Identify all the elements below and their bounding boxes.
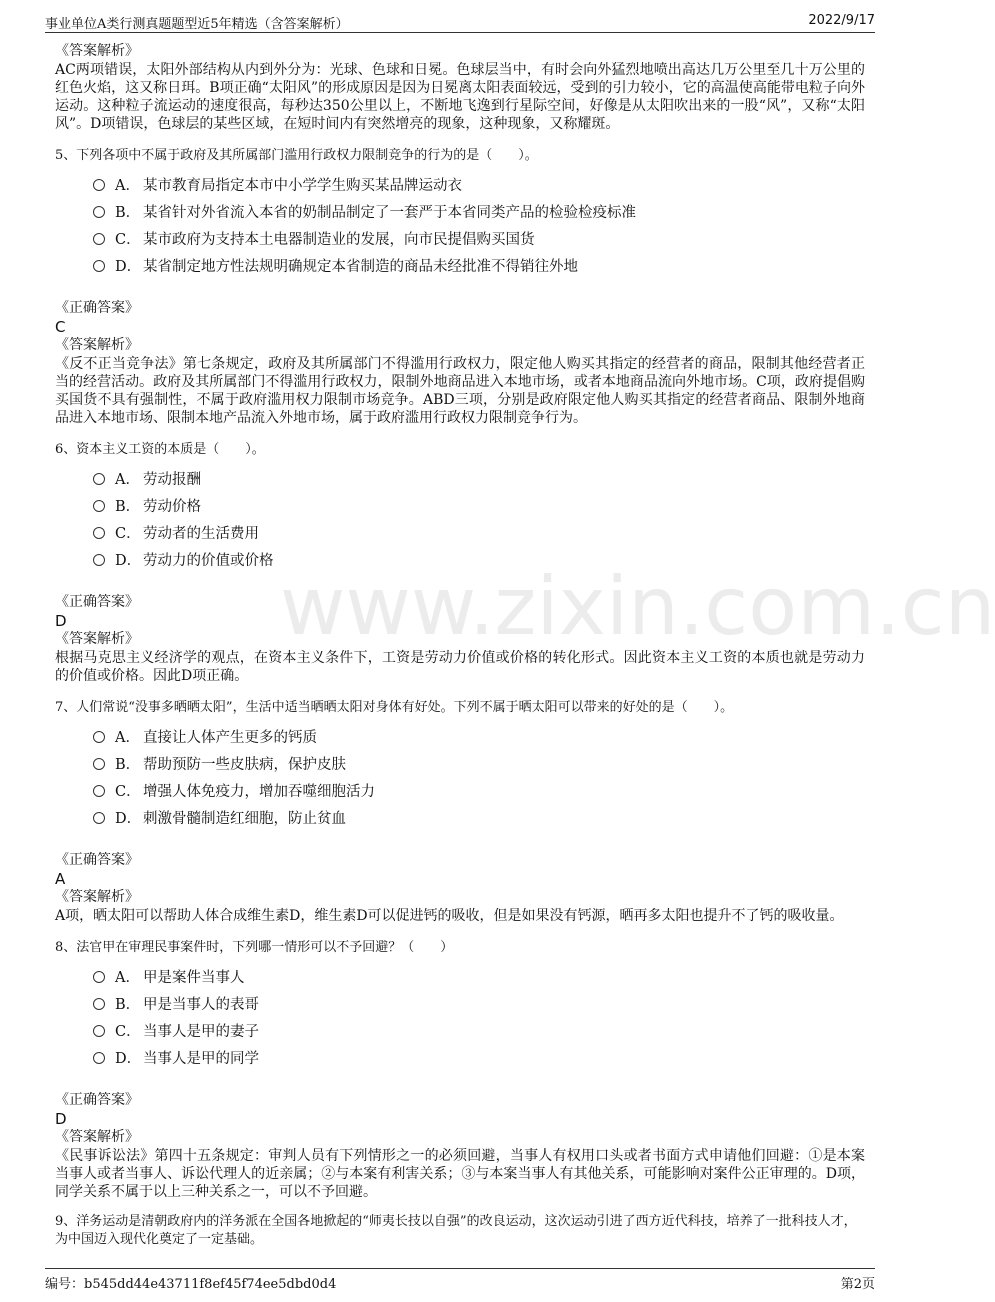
analysis-text: AC两项错误，太阳外部结构从内到外分为：光球、色球和日冕。色球层当中，有时会向外猛烈地喷出高达几万公里至几十万公里的红色火焰，这又称日珥。B项正确“太阳风”的形成原因是因为日冕离太阳表面较远，受到的引力较小，它的高温使高能带电粒子向外运动。这种粒子流运动的速度很高，每秒达350公里以上，不断地飞逸到行星际空间，好像是从太阳吹出来的一股“风”，又称“太阳风”。D项错误，色球层的某些区域，在短时间内有突然增亮的现象，这种现象，又称耀斑。 <box>55 62 865 132</box>
option-item[interactable] <box>93 750 865 777</box>
option-text: 劳动力的价值或价格 <box>143 553 274 569</box>
option-item[interactable] <box>93 252 865 279</box>
question-block <box>55 441 865 685</box>
question-list <box>55 147 865 1201</box>
radio-icon[interactable] <box>93 473 105 485</box>
option-item[interactable] <box>93 198 865 225</box>
analysis-label: 《答案解析》 <box>55 889 139 905</box>
option-item[interactable] <box>93 171 865 198</box>
radio-icon[interactable] <box>93 206 105 218</box>
option-letter: A． <box>115 472 140 488</box>
option-item[interactable] <box>93 963 865 990</box>
option-item[interactable] <box>93 492 865 519</box>
option-text: 当事人是甲的妻子 <box>143 1024 259 1040</box>
document-title: 事业单位A类行测真题题型近5年精选（含答案解析） <box>45 17 349 32</box>
option-item[interactable] <box>93 990 865 1017</box>
radio-icon[interactable] <box>93 731 105 743</box>
analysis-text: 根据马克思主义经济学的观点，在资本主义条件下，工资是劳动力价值或价格的转化形式。因此资本主义工资的本质也就是劳动力的价值或价格。因此D项正确。 <box>55 650 865 684</box>
option-item[interactable] <box>93 546 865 573</box>
option-text: 帮助预防一些皮肤病，保护皮肤 <box>143 757 346 773</box>
option-text: 某省针对外省流入本省的奶制品制定了一套严于本省同类产品的检验检疫标准 <box>143 205 636 221</box>
question-stem: 8、法官甲在审理民事案件时，下列哪一情形可以不予回避？（ ） <box>55 940 454 955</box>
radio-icon[interactable] <box>93 758 105 770</box>
option-letter: C． <box>115 526 141 542</box>
option-list <box>93 723 865 831</box>
option-text: 甲是案件当事人 <box>143 970 245 986</box>
option-list <box>93 963 865 1071</box>
option-text: 某省制定地方性法规明确规定本省制造的商品未经批准不得销往外地 <box>143 259 578 275</box>
question-stem: 7、人们常说“没事多晒晒太阳”，生活中适当晒晒太阳对身体有好处。下列不属于晒太阳可以带来的好处的是（ ）。 <box>55 700 734 715</box>
option-letter: D． <box>115 553 142 569</box>
radio-icon[interactable] <box>93 260 105 272</box>
analysis-label: 《答案解析》 <box>55 43 139 59</box>
radio-icon[interactable] <box>93 1025 105 1037</box>
document-date: 2022/9/17 <box>808 13 875 28</box>
option-text: 刺激骨髓制造红细胞，防止贫血 <box>143 811 346 827</box>
analysis-text: A项，晒太阳可以帮助人体合成维生素D，维生素D可以促进钙的吸收，但是如果没有钙源，晒再多太阳也提升不了钙的吸收量。 <box>55 908 844 924</box>
option-text: 增强人体免疫力，增加吞噬细胞活力 <box>143 784 375 800</box>
analysis-label: 《答案解析》 <box>55 337 139 353</box>
question-stem: 6、资本主义工资的本质是（ ）。 <box>55 442 265 457</box>
radio-icon[interactable] <box>93 812 105 824</box>
option-text: 当事人是甲的同学 <box>143 1051 259 1067</box>
radio-icon[interactable] <box>93 785 105 797</box>
page-number: 第2页 <box>840 1277 875 1292</box>
option-item[interactable] <box>93 1044 865 1071</box>
option-text: 甲是当事人的表哥 <box>143 997 259 1013</box>
question-block <box>55 147 865 427</box>
option-item[interactable] <box>93 723 865 750</box>
option-letter: D． <box>115 811 142 827</box>
analysis-label: 《答案解析》 <box>55 631 139 647</box>
document-code: 编号：b545dd44e43711f8ef45f74ee5dbd0d4 <box>45 1277 337 1292</box>
correct-answer-value: D <box>55 1110 67 1128</box>
option-letter: A． <box>115 178 140 194</box>
option-item[interactable] <box>93 465 865 492</box>
option-letter: B． <box>115 205 141 221</box>
option-letter: C． <box>115 232 141 248</box>
radio-icon[interactable] <box>93 179 105 191</box>
option-item[interactable] <box>93 225 865 252</box>
option-item[interactable] <box>93 1017 865 1044</box>
option-text: 某市教育局指定本市中小学学生购买某品牌运动衣 <box>143 178 462 194</box>
main-content <box>55 42 865 1249</box>
analysis-text: 《反不正当竞争法》第七条规定，政府及其所属部门不得滥用行政权力，限定他人购买其指定的经营者的商品，限制其他经营者正当的经营活动。政府及其所属部门不得滥用行政权力，限制外地商品进入本地市场，或者本地商品流向外地市场。C项，政府提倡购买国货不具有强制性，不属于政府滥用权力限制市场竞争。ABD三项，分别是政府限定他人购买其指定的经营者商品、限制外地商品进入本地市场、限制本地产品流入外地市场，属于政府滥用行政权力限制竞争行为。 <box>55 356 865 426</box>
correct-answer-label: 《正确答案》 <box>55 852 139 868</box>
radio-icon[interactable] <box>93 998 105 1010</box>
option-text: 劳动价格 <box>143 499 201 515</box>
correct-answer-label: 《正确答案》 <box>55 1092 139 1108</box>
radio-icon[interactable] <box>93 500 105 512</box>
option-item[interactable] <box>93 519 865 546</box>
page-footer <box>45 1268 875 1293</box>
correct-answer-label: 《正确答案》 <box>55 594 139 610</box>
option-text: 直接让人体产生更多的钙质 <box>143 730 317 746</box>
option-text: 某市政府为支持本土电器制造业的发展，向市民提倡购买国货 <box>143 232 535 248</box>
correct-answer-value: D <box>55 612 67 630</box>
option-item[interactable] <box>93 804 865 831</box>
option-letter: D． <box>115 1051 142 1067</box>
option-letter: B． <box>115 997 141 1013</box>
question-block <box>55 939 865 1201</box>
option-letter: B． <box>115 757 141 773</box>
option-letter: B． <box>115 499 141 515</box>
option-letter: A． <box>115 730 140 746</box>
option-letter: C． <box>115 784 141 800</box>
question-block <box>55 699 865 925</box>
option-item[interactable] <box>93 777 865 804</box>
page-header <box>45 10 875 33</box>
radio-icon[interactable] <box>93 971 105 983</box>
radio-icon[interactable] <box>93 233 105 245</box>
analysis-label: 《答案解析》 <box>55 1129 139 1145</box>
option-letter: D． <box>115 259 142 275</box>
option-text: 劳动报酬 <box>143 472 201 488</box>
analysis-text: 《民事诉讼法》第四十五条规定：审判人员有下列情形之一的必须回避，当事人有权用口头或者书面方式申请他们回避：①是本案当事人或者当事人、诉讼代理人的近亲属；②与本案有利害关系；③与本案当事人有其他关系，可能影响对案件公正审理的。D项，同学关系不属于以上三种关系之一，可以不予回避。 <box>55 1148 865 1200</box>
radio-icon[interactable] <box>93 554 105 566</box>
question-stem-9: 9、洋务运动是清朝政府内的洋务派在全国各地掀起的“师夷长技以自强”的改良运动，这次运动引进了西方近代科技，培养了一批科技人才，为中国迈入现代化奠定了一定基础。 <box>55 1214 857 1247</box>
option-list <box>93 171 865 279</box>
option-letter: C． <box>115 1024 141 1040</box>
watermark: www.zixin.com.cn <box>280 560 995 653</box>
question-stem: 5、下列各项中不属于政府及其所属部门滥用行政权力限制竞争的行为的是（ ）。 <box>55 148 538 163</box>
option-letter: A． <box>115 970 140 986</box>
radio-icon[interactable] <box>93 1052 105 1064</box>
option-list <box>93 465 865 573</box>
radio-icon[interactable] <box>93 527 105 539</box>
correct-answer-label: 《正确答案》 <box>55 300 139 316</box>
correct-answer-value: A <box>55 870 66 888</box>
correct-answer-value: C <box>55 318 66 336</box>
option-text: 劳动者的生活费用 <box>143 526 259 542</box>
